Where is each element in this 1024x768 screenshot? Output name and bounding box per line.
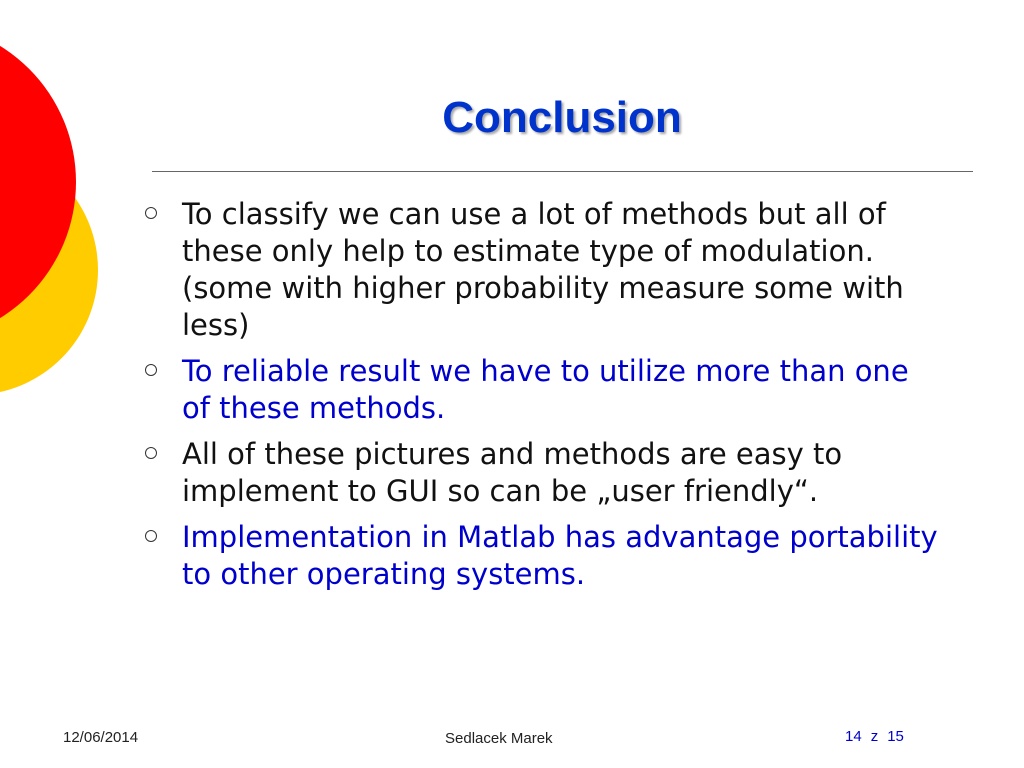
- bullet-text: Implementation in Matlab has advantage portability to other operating systems.: [182, 520, 938, 591]
- footer-author: Sedlacek Marek: [445, 730, 553, 747]
- bullet-item: [145, 196, 945, 344]
- footer-date: 12/06/2014: [63, 729, 139, 746]
- page-total: 15: [887, 728, 904, 745]
- bullet-text: To classify we can use a lot of methods but all of these only help to estimate type of modulation. (some with higher probability measure some with less): [182, 197, 904, 342]
- page-separator: z: [870, 728, 879, 745]
- slide-title: Conclusion: [442, 93, 682, 142]
- page-number: [845, 728, 913, 745]
- bullet-item: [145, 353, 945, 427]
- page-current: 14: [845, 728, 862, 745]
- bullet-item: [145, 519, 945, 593]
- hollow-circle-bullet-icon: [145, 530, 157, 542]
- hollow-circle-bullet-icon: [145, 207, 157, 219]
- bullet-list: [145, 196, 945, 602]
- hollow-circle-bullet-icon: [145, 364, 157, 376]
- bullet-text: All of these pictures and methods are easy to implement to GUI so can be „user friendly“.: [182, 437, 843, 508]
- hollow-circle-bullet-icon: [145, 447, 157, 459]
- title-divider: [152, 171, 973, 172]
- bullet-item: [145, 436, 945, 510]
- bullet-text: To reliable result we have to utilize more than one of these methods.: [182, 354, 909, 425]
